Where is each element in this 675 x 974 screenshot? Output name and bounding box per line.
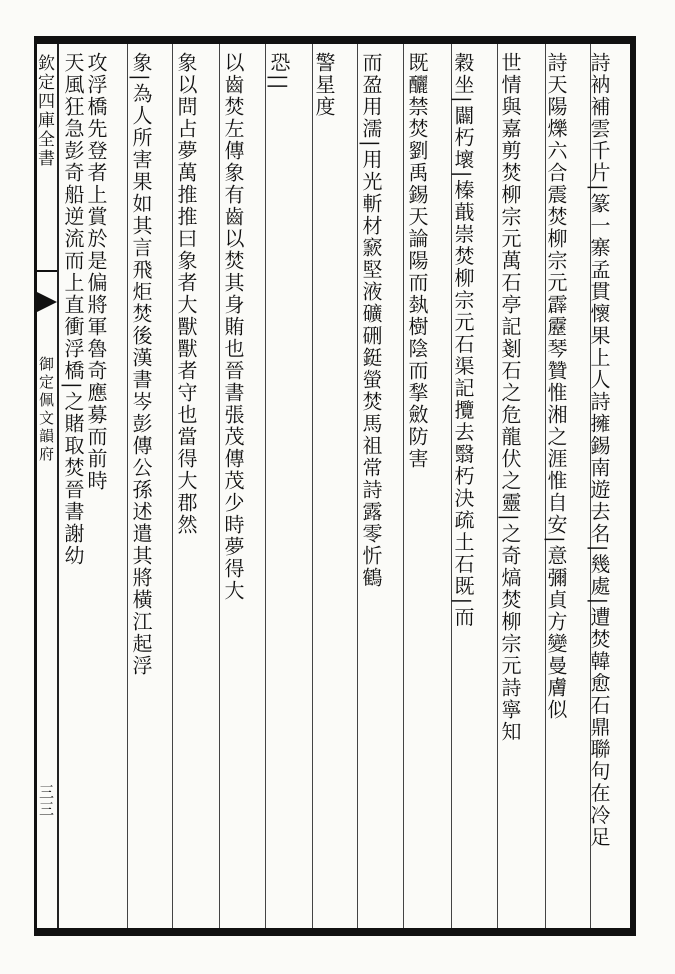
text-column-5: [406, 52, 450, 922]
text-column-2: [545, 52, 589, 922]
column-text: 既釃禁焚劉禹錫天論陽而埶樹陰而揫斂防害: [405, 52, 429, 470]
column-text: 以齒焚左傳象有齒以焚其身賄也晉書張茂傳茂少時夢得大: [221, 52, 245, 602]
margin-title: 欽定四庫全書: [34, 54, 54, 168]
column-text: 警星度: [312, 52, 336, 118]
margin-divider: [57, 44, 59, 928]
text-column-7: [313, 52, 357, 922]
column-text: 天風狂急彭奇船逆流而上直衝浮橋|之賭取焚晉書謝幼: [61, 52, 85, 567]
text-column-8: [268, 52, 312, 922]
text-column-9: [222, 52, 266, 922]
margin-page-number: 三三: [37, 784, 55, 818]
frame-top-border: [34, 36, 636, 44]
text-column-6: [360, 52, 404, 922]
text-column-13: [62, 52, 106, 922]
text-column-1: [588, 52, 632, 922]
column-rule: [219, 44, 220, 928]
fish-tail-mark: [37, 292, 57, 312]
page-margin: [34, 44, 57, 928]
margin-book-title: 御定佩文韻府: [37, 356, 55, 464]
column-text: 象|為人所害果如其言飛炬焚後漢書岑彭傳公孫述遣其將橫江起浮: [129, 52, 153, 677]
column-text: 而盈用濡|用光斬材窾堅液礦硎鋌螢焚馬祖常詩露零忻鶴: [359, 52, 383, 589]
column-text: 詩天陽爍六合震焚柳宗元霹靂琴贊惟湘之涯惟自安|意彌貞方變曼膚似: [544, 52, 568, 721]
text-column-4: [452, 52, 496, 922]
column-text: 穀坐|闢朽壞|榛蕺崇焚柳宗元石渠記攬去翳朽決疏土石既|而: [451, 52, 475, 629]
column-text: 攻浮橋先登者上賞於是偏將軍魯奇應募而前時: [84, 52, 108, 492]
column-text: 恐||: [267, 52, 291, 92]
text-column-11: [130, 52, 174, 922]
column-rule: [357, 44, 358, 928]
frame-bottom-border: [34, 928, 636, 936]
fish-tail-line: [37, 270, 57, 272]
column-text: 詩衲補雲千片|篆一寨孟貫懷果上人詩擁錫南遊去名|幾處|遭焚韓愈石鼎聯句在冷足: [587, 52, 611, 849]
column-text: 象以問占夢萬推推曰象者大獸獸者守也當得大郡然: [174, 52, 198, 536]
column-text: 世情與嘉剪焚柳宗元萬石亭記剗石之危龍伏之靈|之奇熇焚柳宗元詩寧知: [498, 52, 522, 743]
text-column-3: [499, 52, 543, 922]
text-column-10: [175, 52, 219, 922]
